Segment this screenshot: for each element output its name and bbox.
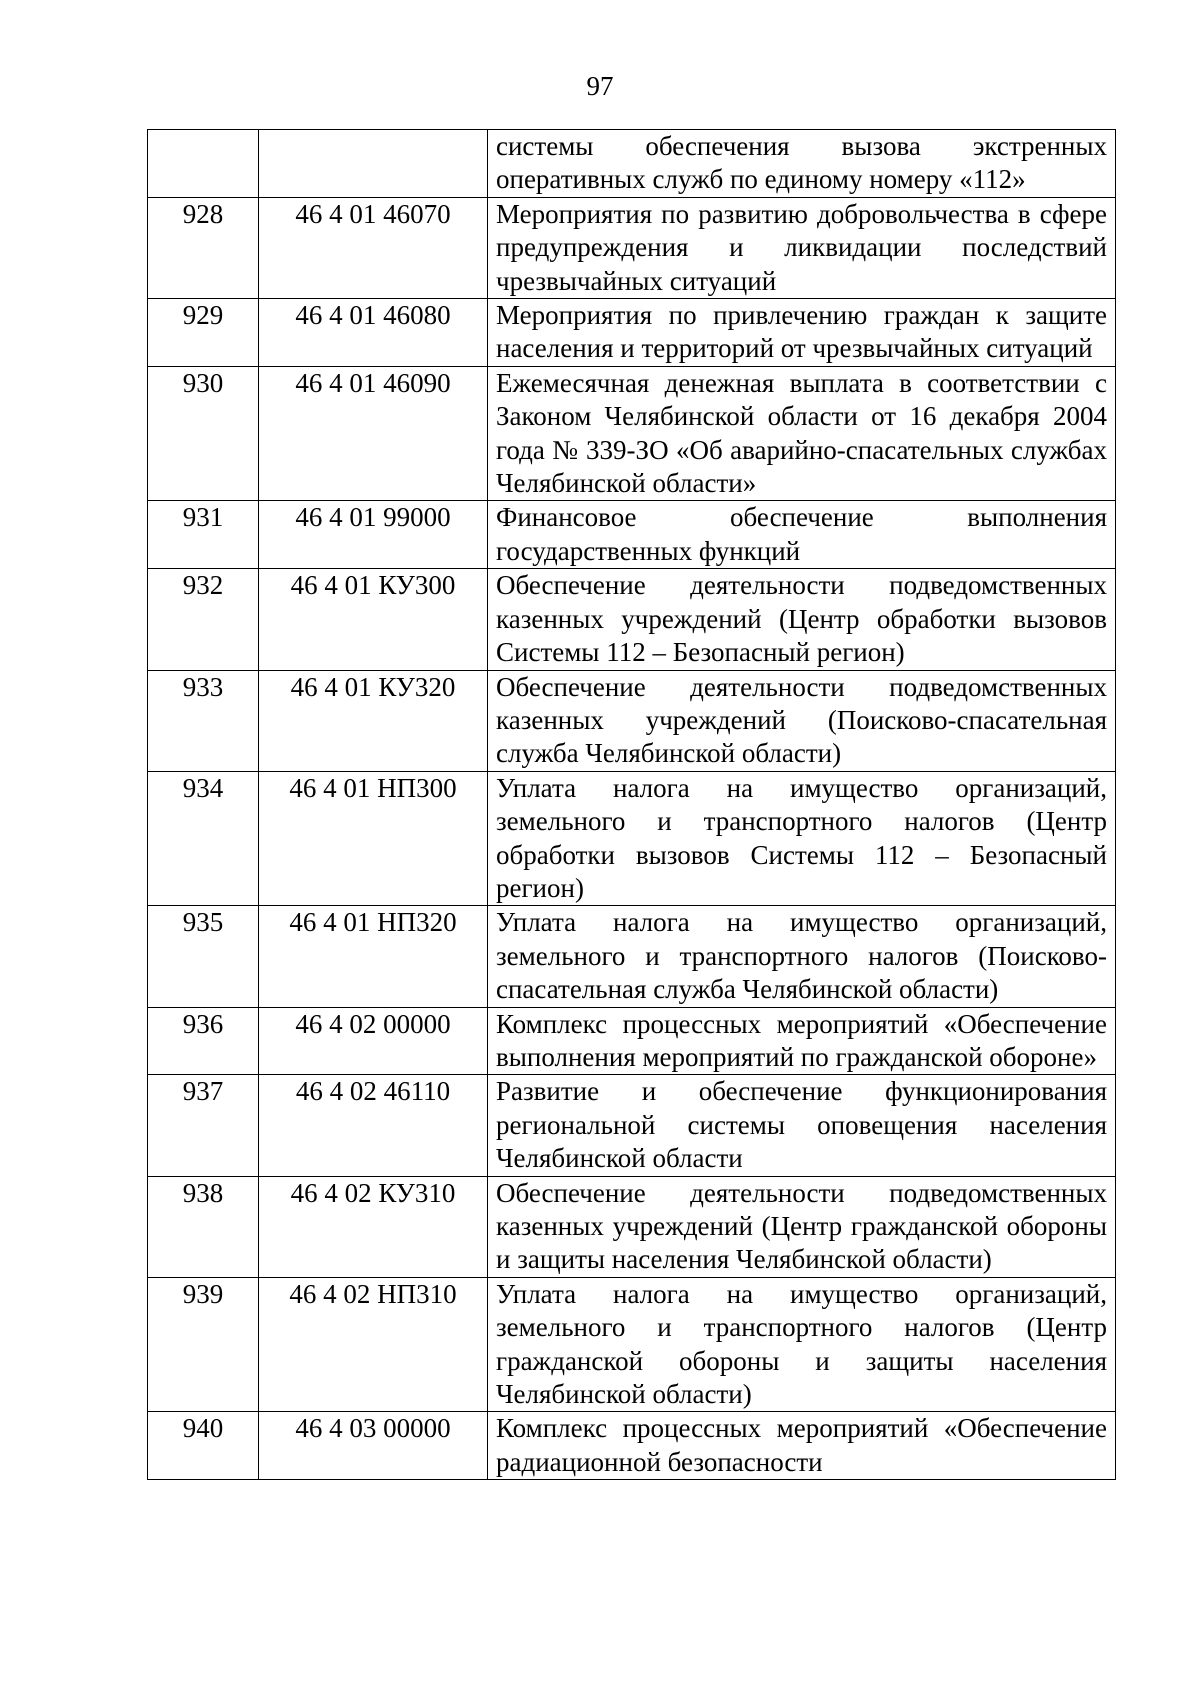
classification-code: 46 4 01 КУ300 [259,569,488,670]
classification-code: 46 4 01 46070 [259,197,488,298]
row-number: 933 [148,670,259,771]
table-row [148,299,1116,367]
table-row [148,1412,1116,1480]
description: Уплата налога на имущество организаций, земельного и транспортного налогов (Центр гражданской обороны и защиты населения Челябинской области) [488,1277,1116,1412]
classification-code: 46 4 01 99000 [259,501,488,569]
page-number: 97 [586,71,614,101]
table-row [148,906,1116,1007]
row-number: 931 [148,501,259,569]
description: Развитие и обеспечение функционирования региональной системы оповещения населения Челябинской области [488,1075,1116,1176]
classification-code: 46 4 01 46080 [259,299,488,367]
description: Обеспечение деятельности подведомственных казенных учреждений (Поисково-спасательная служба Челябинской области) [488,670,1116,771]
description: Комплекс процессных мероприятий «Обеспечение выполнения мероприятий по гражданской обороне» [488,1007,1116,1075]
description: Уплата налога на имущество организаций, земельного и транспортного налогов (Поисково-спасательная служба Челябинской области) [488,906,1116,1007]
row-number: 928 [148,197,259,298]
classification-code: 46 4 03 00000 [259,1412,488,1480]
classification-code: 46 4 02 КУ310 [259,1176,488,1277]
table-row [148,1075,1116,1176]
description: Комплекс процессных мероприятий «Обеспечение радиационной безопасности [488,1412,1116,1480]
classification-code: 46 4 01 НП320 [259,906,488,1007]
table-row [148,501,1116,569]
description: Обеспечение деятельности подведомственных казенных учреждений (Центр гражданской обороны и защиты населения Челябинской области) [488,1176,1116,1277]
row-number: 939 [148,1277,259,1412]
row-number [148,130,259,198]
classification-code: 46 4 01 46090 [259,366,488,501]
classification-code: 46 4 01 НП300 [259,771,488,906]
row-number: 937 [148,1075,259,1176]
table-row [148,1277,1116,1412]
description: системы обеспечения вызова экстренных оперативных служб по единому номеру «112» [488,130,1116,198]
table-row [148,569,1116,670]
description: Финансовое обеспечение выполнения государственных функций [488,501,1116,569]
classification-code: 46 4 02 НП310 [259,1277,488,1412]
classification-code [259,130,488,198]
table-row [148,130,1116,198]
classification-code: 46 4 01 КУ320 [259,670,488,771]
row-number: 932 [148,569,259,670]
table-row [148,670,1116,771]
row-number: 935 [148,906,259,1007]
classification-code: 46 4 02 46110 [259,1075,488,1176]
row-number: 936 [148,1007,259,1075]
table-row [148,366,1116,501]
table-row [148,197,1116,298]
row-number: 938 [148,1176,259,1277]
description: Мероприятия по развитию добровольчества в сфере предупреждения и ликвидации последствий чрезвычайных ситуаций [488,197,1116,298]
row-number: 940 [148,1412,259,1480]
table-row [148,771,1116,906]
row-number: 929 [148,299,259,367]
description: Уплата налога на имущество организаций, земельного и транспортного налогов (Центр обработки вызовов Системы 112 – Безопасный регион) [488,771,1116,906]
budget-codes-table [147,129,1116,1480]
description: Мероприятия по привлечению граждан к защите населения и территорий от чрезвычайных ситуаций [488,299,1116,367]
table-row [148,1007,1116,1075]
description: Ежемесячная денежная выплата в соответствии с Законом Челябинской области от 16 декабря 2004 года № 339-ЗО «Об аварийно-спасательных службах Челябинской области» [488,366,1116,501]
description: Обеспечение деятельности подведомственных казенных учреждений (Центр обработки вызовов Системы 112 – Безопасный регион) [488,569,1116,670]
row-number: 930 [148,366,259,501]
classification-code: 46 4 02 00000 [259,1007,488,1075]
table-row [148,1176,1116,1277]
row-number: 934 [148,771,259,906]
